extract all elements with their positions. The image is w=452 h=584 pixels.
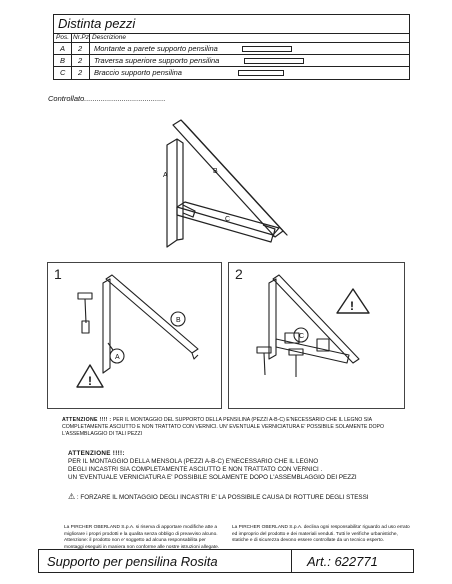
step-2-panel xyxy=(228,262,405,409)
legal-note-left: La PIRCHER OBERLAND S.p.A. si riserva di apportare modifiche atte a migliorare i propri prodotti e la qualita senza obbligo di preavviso alcuno. Attenzione: il prodotto non e' soggetto ad alcuna responsabilita per montaggi eseguiti in maniera non conforme alle nostre istruzioni allegate. xyxy=(64,525,220,550)
small-warning-triangle-icon: ⚠ xyxy=(68,492,76,501)
step-1-callout-a: A xyxy=(115,354,120,361)
force-warning xyxy=(68,492,369,501)
part-a-drawing xyxy=(242,46,292,52)
part-b-drawing xyxy=(244,58,304,64)
footer-box xyxy=(38,549,414,573)
step-2-figure xyxy=(229,263,406,410)
warning-small-text: PER IL MONTAGGIO DEL SUPPORTO DELLA PENSILINA (PEZZI A-B-C) E'NECESSARIO CHE IL LEGNO SIA COMPLETAMENTE ASCIUTTO E NON TRATTATO CON VERNICI. UN' EVENTUALE VERNICIATURA E' POSSIBILE SOLAMENTE DOPO L'ASSEMBLAGGIO DI TALI PEZZI xyxy=(62,417,385,437)
row-c-desc: Braccio supporto pensilina xyxy=(94,68,182,77)
step-1-figure xyxy=(48,263,223,410)
step-1-callout-b: B xyxy=(176,317,181,324)
step-2-number: 2 xyxy=(235,266,243,282)
warning-big-line-1: PER IL MONTAGGIO DELLA MENSOLA (PEZZI A-B-C) E'NECESSARIO CHE IL LEGNO xyxy=(68,458,319,465)
header-qty: Nr.Pz. xyxy=(73,34,91,41)
product-title: Supporto per pensilina Rosita xyxy=(47,554,218,569)
header-description: Descrizione xyxy=(92,34,126,41)
warning-big-line-2: DEGLI INCASTRI SIA COMPLETAMENTE ASCIUTTO E NON TRATTATO CON VERNICI . xyxy=(68,466,323,473)
warning-big xyxy=(68,450,408,482)
warning-triangle-icon: ! xyxy=(350,299,354,313)
warning-small xyxy=(62,417,412,438)
warning-small-label: ATTENZIONE !!!! : xyxy=(62,417,112,423)
warning-big-label: ATTENZIONE !!!!: xyxy=(68,450,125,457)
legal-note-right: La PIRCHER OBERLAND S.p.A. declina ogni responsabilita' riguardo ad uso errato ed improprio del prodotto e dei materiali venduti. Tutti le verifiche urbanistiche, statiche e di sicurezza devono essere controllate da un tecnico esperto. xyxy=(232,525,410,543)
row-b-pos: B xyxy=(60,56,66,65)
main-label-b: B xyxy=(213,168,218,175)
parts-list-table xyxy=(53,14,410,80)
warning-triangle-icon: ! xyxy=(88,374,92,388)
row-a-qty: 2 xyxy=(78,44,83,53)
row-b-qty: 2 xyxy=(78,56,83,65)
step-2-callout-c: C xyxy=(299,333,305,340)
step-1-number: 1 xyxy=(54,266,62,282)
part-c-drawing xyxy=(238,70,284,76)
row-a-pos: A xyxy=(60,44,66,53)
main-label-c: C xyxy=(225,216,231,223)
article-number: Art.: 622771 xyxy=(307,554,378,569)
force-warning-text: : FORZARE IL MONTAGGIO DEGLI INCASTRI E' LA POSSIBILE CAUSA DI ROTTURE DEGLI STESSI xyxy=(76,494,369,501)
assembled-bracket-figure xyxy=(155,115,305,255)
row-a-desc: Montante a parete supporto pensilina xyxy=(94,44,218,53)
warning-big-line-3: UN 'EVENTUALE VERNICIATURA E' POSSIBILE SOLAMENTE DOPO L'ASSEMBLAGGIO DEI PEZZI xyxy=(68,474,357,481)
checked-by-label: Controllato....................................... xyxy=(48,94,166,103)
parts-list-title: Distinta pezzi xyxy=(58,16,136,31)
header-pos: Pos. xyxy=(56,34,70,41)
row-c-qty: 2 xyxy=(78,68,83,77)
main-label-a: A xyxy=(163,172,168,179)
row-c-pos: C xyxy=(60,68,66,77)
step-1-panel xyxy=(47,262,222,409)
row-b-desc: Traversa superiore supporto pensilina xyxy=(94,56,220,65)
